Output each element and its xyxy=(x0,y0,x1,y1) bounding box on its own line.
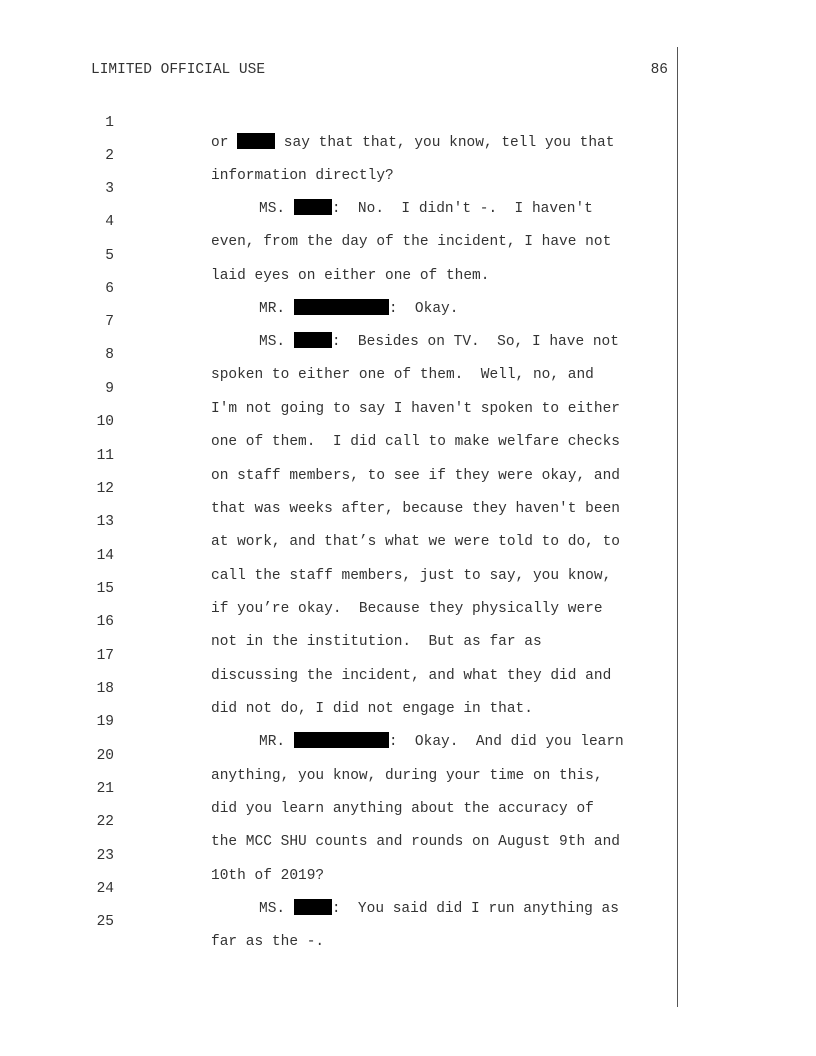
line-text: at work, and that’s what we were told to do, to xyxy=(211,534,620,550)
line-number: 5 xyxy=(105,248,114,264)
line-text: even, from the day of the incident, I have not xyxy=(211,234,612,250)
redaction-box xyxy=(294,899,332,915)
line-text xyxy=(259,332,619,352)
line-text: far as the -. xyxy=(211,934,325,950)
speaker-prefix: MR. xyxy=(259,301,294,317)
line-text: that was weeks after, because they haven't been xyxy=(211,501,620,517)
speaker-prefix: MR. xyxy=(259,734,294,750)
transcript-line xyxy=(0,93,615,151)
line-text: call the staff members, just to say, you know, xyxy=(211,568,612,584)
line-text xyxy=(259,732,624,752)
line-text-post: : Besides on TV. So, I have not xyxy=(331,334,619,350)
line-text: on staff members, to see if they were okay, and xyxy=(211,468,620,484)
page-number: 86 xyxy=(650,62,668,78)
line-text: if you’re okay. Because they physically were xyxy=(211,601,603,617)
transcript-line xyxy=(0,826,325,884)
speaker-prefix: MS. xyxy=(259,201,294,217)
line-number: 18 xyxy=(96,681,114,697)
line-text xyxy=(259,299,458,319)
line-text: 10th of 2019? xyxy=(211,868,325,884)
redaction-box xyxy=(237,133,275,149)
line-text: spoken to either one of them. Well, no, and xyxy=(211,367,594,383)
line-number: 1 xyxy=(105,115,114,131)
line-number: 19 xyxy=(96,714,114,730)
line-text xyxy=(259,899,619,919)
line-number: 21 xyxy=(96,781,114,797)
line-number: 8 xyxy=(105,347,114,363)
line-number: 12 xyxy=(96,481,114,497)
right-margin-rule xyxy=(677,47,678,1007)
line-number: 16 xyxy=(96,614,114,630)
line-text-post: : You said did I run anything as xyxy=(331,901,619,917)
line-text xyxy=(259,199,593,219)
line-number: 20 xyxy=(96,748,114,764)
line-text: I'm not going to say I haven't spoken to either xyxy=(211,401,620,417)
redaction-box xyxy=(294,199,332,215)
page-header-label: LIMITED OFFICIAL USE xyxy=(91,62,266,78)
line-text-post: : Okay. And did you learn xyxy=(388,734,624,750)
line-number: 22 xyxy=(96,814,114,830)
line-number: 4 xyxy=(105,214,114,230)
line-number: 2 xyxy=(105,148,114,164)
line-text: laid eyes on either one of them. xyxy=(211,268,490,284)
line-number: 24 xyxy=(96,881,114,897)
line-text-post: : Okay. xyxy=(388,301,459,317)
speaker-prefix: MS. xyxy=(259,901,294,917)
line-text: did you learn anything about the accuracy of xyxy=(211,801,594,817)
redaction-box xyxy=(294,332,332,348)
line-number: 25 xyxy=(96,914,114,930)
line-text: one of them. I did call to make welfare checks xyxy=(211,434,620,450)
line-text: not in the institution. But as far as xyxy=(211,634,542,650)
line-text-pre: or xyxy=(211,135,238,151)
line-text: did not do, I did not engage in that. xyxy=(211,701,533,717)
line-number: 11 xyxy=(96,448,114,464)
line-number: 14 xyxy=(96,548,114,564)
line-number: 17 xyxy=(96,648,114,664)
line-text-post: : No. I didn't -. I haven't xyxy=(331,201,593,217)
line-number: 9 xyxy=(105,381,114,397)
transcript-line xyxy=(0,126,394,184)
line-number: 15 xyxy=(96,581,114,597)
line-text: information directly? xyxy=(211,168,394,184)
line-text-post: say that that, you know, tell you that xyxy=(275,135,615,151)
redaction-box xyxy=(294,299,389,315)
speaker-prefix: MS. xyxy=(259,334,294,350)
line-text: the MCC SHU counts and rounds on August 9th and xyxy=(211,834,620,850)
line-number: 23 xyxy=(96,848,114,864)
line-number: 6 xyxy=(105,281,114,297)
line-number: 7 xyxy=(105,314,114,330)
line-number: 10 xyxy=(96,414,114,430)
line-text xyxy=(211,133,614,153)
line-text: anything, you know, during your time on this, xyxy=(211,768,603,784)
redaction-box xyxy=(294,732,389,748)
line-number: 13 xyxy=(96,514,114,530)
line-number: 3 xyxy=(105,181,114,197)
line-text: discussing the incident, and what they did and xyxy=(211,668,612,684)
